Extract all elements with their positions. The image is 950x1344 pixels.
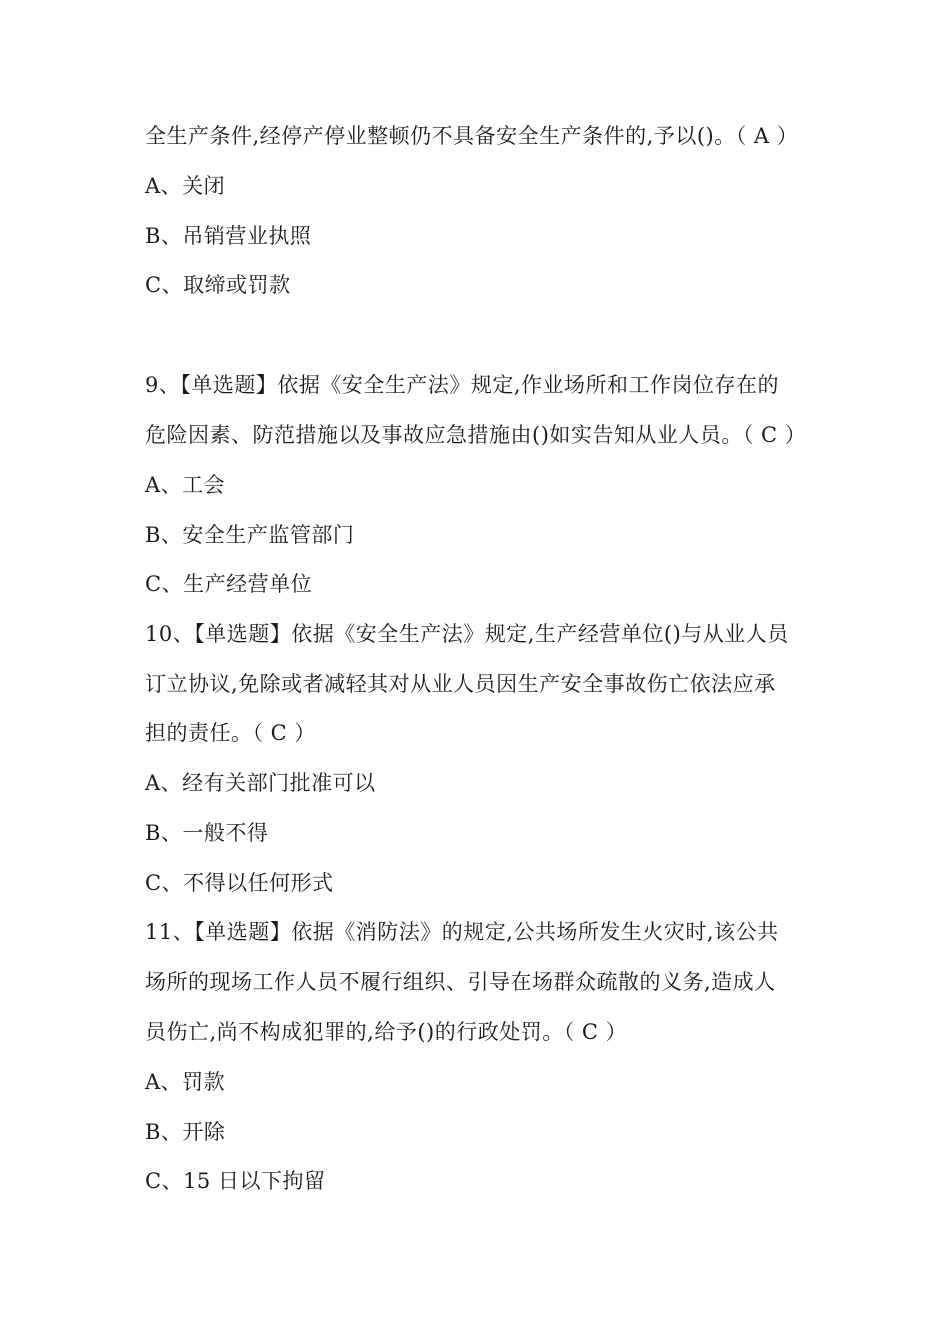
q10-option-a: A、经有关部门批准可以 xyxy=(145,771,376,795)
q8-stem-continuation: 全生产条件,经停产停业整顿仍不具备安全生产条件的,予以()。（ A ） xyxy=(145,124,799,148)
q10-stem-line-3: 担的责任。（ C ） xyxy=(145,721,316,745)
q9-stem-line-1: 9、【单选题】依据《安全生产法》规定,作业场所和工作岗位存在的 xyxy=(145,373,780,397)
q11-option-b: B、开除 xyxy=(145,1120,226,1144)
q11-stem-line-2: 场所的现场工作人员不履行组织、引导在场群众疏散的义务,造成人 xyxy=(145,970,776,994)
q8-option-a: A、关闭 xyxy=(145,174,226,198)
q10-stem-line-1: 10、【单选题】依据《安全生产法》规定,生产经营单位()与从业人员 xyxy=(145,622,789,646)
q11-option-a: A、罚款 xyxy=(145,1070,226,1094)
q9-option-a: A、工会 xyxy=(145,473,226,497)
q10-stem-line-2: 订立协议,免除或者减轻其对从业人员因生产安全事故伤亡依法应承 xyxy=(145,672,776,696)
q11-stem-line-3: 员伤亡,尚不构成犯罪的,给予()的行政处罚。（ C ） xyxy=(145,1020,628,1044)
q9-option-b: B、安全生产监管部门 xyxy=(145,523,355,547)
q8-option-c: C、取缔或罚款 xyxy=(145,273,291,297)
q11-stem-line-1: 11、【单选题】依据《消防法》的规定,公共场所发生火灾时,该公共 xyxy=(145,920,779,944)
q9-stem-line-2: 危险因素、防范措施以及事故应急措施由()如实告知从业人员。（ C ） xyxy=(145,423,807,447)
q10-option-b: B、一般不得 xyxy=(145,821,269,845)
q10-option-c: C、不得以任何形式 xyxy=(145,871,334,895)
q8-option-b: B、吊销营业执照 xyxy=(145,224,312,248)
q11-option-c: C、15 日以下拘留 xyxy=(145,1169,326,1193)
q9-option-c: C、生产经营单位 xyxy=(145,572,313,596)
